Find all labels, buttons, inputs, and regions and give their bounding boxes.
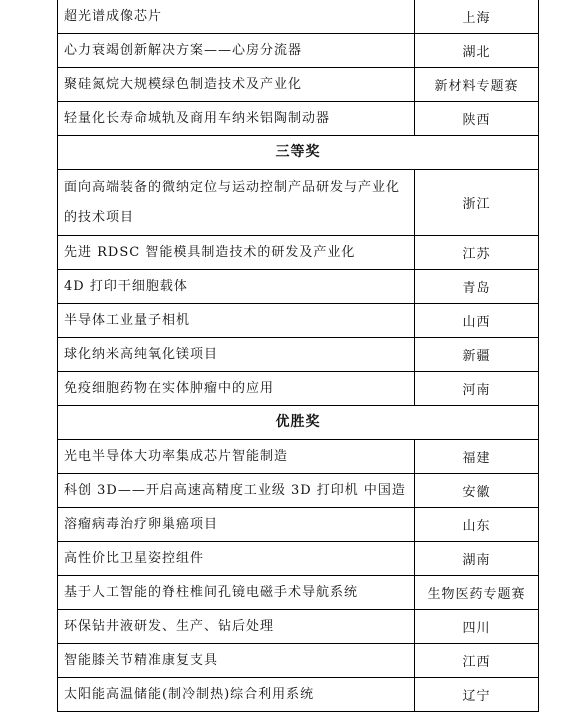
table-row	[58, 304, 538, 338]
project-cell: 心力衰竭创新解决方案——心房分流器	[58, 34, 415, 67]
project-cell: 光电半导体大功率集成芯片智能制造	[58, 440, 415, 473]
project-cell: 半导体工业量子相机	[58, 304, 415, 337]
project-cell: 面向高端装备的微纳定位与运动控制产品研发与产业化的技术项目	[58, 170, 415, 235]
region-cell: 青岛	[462, 281, 491, 296]
region-cell: 生物医药专题赛	[427, 587, 526, 602]
region-cell: 湖北	[462, 45, 491, 60]
project-cell: 聚硅氮烷大规模绿色制造技术及产业化	[58, 68, 415, 101]
table-row	[58, 644, 538, 678]
region-cell: 山西	[462, 315, 491, 330]
region-cell: 福建	[462, 451, 491, 466]
region-cell: 湖南	[462, 553, 491, 568]
table-row	[58, 236, 538, 270]
table-row	[58, 678, 538, 712]
project-cell: 4D 打印干细胞载体	[58, 270, 415, 303]
awards-table	[57, 0, 539, 712]
table-row	[58, 102, 538, 136]
project-cell: 溶瘤病毒治疗卵巢癌项目	[58, 508, 415, 541]
table-row	[58, 270, 538, 304]
region-cell: 山东	[462, 519, 491, 534]
project-cell: 基于人工智能的脊柱椎间孔镜电磁手术导航系统	[58, 576, 415, 609]
region-cell: 新材料专题赛	[434, 79, 519, 94]
project-cell: 太阳能高温储能(制冷制热)综合利用系统	[58, 678, 415, 711]
region-cell: 上海	[462, 11, 491, 26]
project-cell: 球化纳米高纯氧化镁项目	[58, 338, 415, 371]
table-row	[58, 68, 538, 102]
project-cell: 超光谱成像芯片	[58, 0, 415, 33]
project-cell: 高性价比卫星姿控组件	[58, 542, 415, 575]
region-cell: 浙江	[462, 197, 491, 212]
table-row	[58, 542, 538, 576]
table-row	[58, 610, 538, 644]
region-cell: 新疆	[462, 349, 491, 364]
table-row	[58, 170, 538, 236]
region-cell: 江苏	[462, 247, 491, 262]
project-cell: 环保钻井液研发、生产、钻后处理	[58, 610, 415, 643]
project-cell: 智能膝关节精准康复支具	[58, 644, 415, 677]
table-row	[58, 0, 538, 34]
project-cell: 轻量化长寿命城轨及商用车纳米铝陶制动器	[58, 102, 415, 135]
section-heading-excellence-prize: 优胜奖	[275, 414, 321, 430]
region-cell: 四川	[462, 621, 491, 636]
table-row	[58, 34, 538, 68]
project-cell: 先进 RDSC 智能模具制造技术的研发及产业化	[58, 236, 415, 269]
region-cell: 河南	[462, 383, 491, 398]
region-cell: 陕西	[462, 113, 491, 128]
project-cell: 免疫细胞药物在实体肿瘤中的应用	[58, 372, 415, 405]
table-row	[58, 440, 538, 474]
project-cell: 科创 3D——开启高速高精度工业级 3D 打印机 中国造	[58, 474, 415, 507]
section-heading-row	[58, 136, 538, 170]
table-row	[58, 338, 538, 372]
region-cell: 安徽	[462, 485, 491, 500]
table-row	[58, 474, 538, 508]
region-cell: 江西	[462, 655, 491, 670]
table-row	[58, 508, 538, 542]
section-heading-row	[58, 406, 538, 440]
table-row	[58, 576, 538, 610]
table-row	[58, 372, 538, 406]
section-heading-third-prize: 三等奖	[275, 144, 321, 160]
region-cell: 辽宁	[462, 689, 491, 704]
